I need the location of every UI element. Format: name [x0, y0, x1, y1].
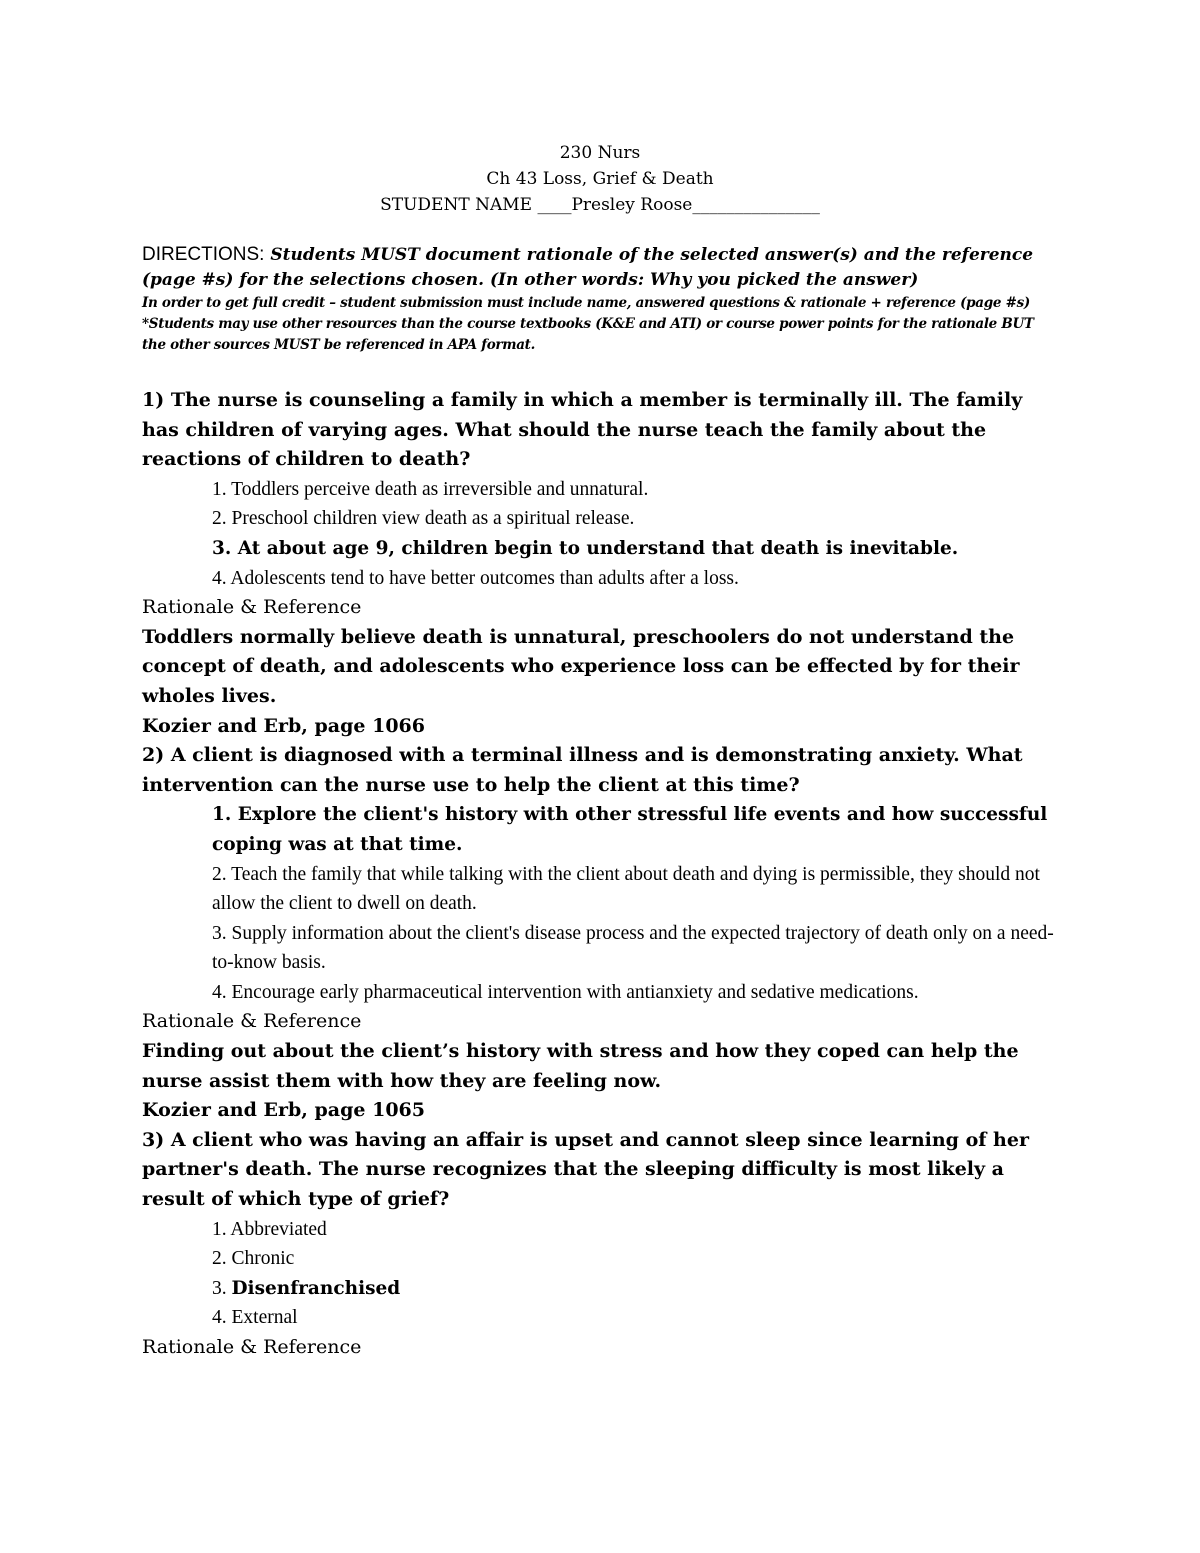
question-2-rationale: Finding out about the client’s history with stress and how they coped can help the nurse assist them with how they are feeling now.: [142, 1040, 1019, 1092]
question-2-option-4: 4. Encourage early pharmaceutical intervention with antianxiety and sedative medications.: [212, 981, 919, 1003]
student-name-line: STUDENT NAME ____Presley Roose_______________: [380, 195, 820, 215]
course-title: 230 Nurs: [559, 143, 641, 163]
question-2-reference: Kozier and Erb, page 1065: [142, 1099, 425, 1122]
directions-credit: In order to get full credit – student submission must include name, answered questions & rationale + reference (page #s): [142, 295, 1030, 311]
directions-text: Students MUST document rationale of the selected answer(s) and the reference (page #s) for the selections chosen. (In other words: Why you picked the answer): [142, 245, 1034, 290]
question-3-option-3-number: 3.: [212, 1277, 232, 1299]
directions-main: [142, 242, 1052, 293]
question-1-reference: Kozier and Erb, page 1066: [142, 714, 425, 737]
question-3-option-3-selected: [142, 1274, 1062, 1304]
question-2-option-1-selected: 1. Explore the client's history with other stressful life events and how successful coping was at that time.: [212, 804, 1048, 855]
directions-resources: *Students may use other resources than the course textbooks (K&E and ATI) or course power points for the rationale BUT the other sources MUST be referenced in APA format.: [142, 316, 1034, 353]
question-2-option-2: 2. Teach the family that while talking with the client about death and dying is permissible, they should not allow the client to dwell on death.: [212, 863, 1040, 915]
question-2-text: 2) A client is diagnosed with a terminal illness and is demonstrating anxiety. What intervention can the nurse use to help the client at this time?: [142, 744, 1023, 796]
question-2-rationale-heading: Rationale & Reference: [142, 1010, 362, 1033]
chapter-title: Ch 43 Loss, Grief & Death: [486, 169, 714, 189]
question-1-option-3-selected: 3. At about age 9, children begin to understand that death is inevitable.: [212, 537, 959, 559]
question-3-option-4: 4. External: [212, 1307, 298, 1329]
question-3-option-2: 2. Chronic: [212, 1248, 295, 1270]
question-1-option-2: 2. Preschool children view death as a spiritual release.: [212, 508, 635, 530]
document-header: [0, 140, 1200, 218]
question-1-option-1: 1. Toddlers perceive death as irreversible and unnatural.: [212, 478, 649, 500]
question-3-option-3-label: Disenfranchised: [231, 1277, 401, 1299]
question-1-rationale-heading: Rationale & Reference: [142, 596, 362, 619]
directions-block: [142, 242, 1052, 356]
question-3-text: 3) A client who was having an affair is upset and cannot sleep since learning of her partner's death. The nurse recognizes that the sleeping difficulty is most likely a result of which type of grief?: [142, 1128, 1029, 1211]
questions-content: [142, 386, 1062, 1363]
directions-label: DIRECTIONS:: [142, 244, 265, 265]
question-1-rationale: Toddlers normally believe death is unnatural, preschoolers do not understand the concept of death, and adolescents who experience loss can be effected by for their wholes lives.: [142, 625, 1020, 707]
question-1-text: 1) The nurse is counseling a family in which a member is terminally ill. The family has children of varying ages. What should the nurse teach the family about the reactions of children to death?: [142, 389, 1023, 471]
question-1-option-4: 4. Adolescents tend to have better outcomes than adults after a loss.: [212, 567, 739, 589]
question-3-option-1: 1. Abbreviated: [212, 1218, 327, 1240]
question-3-rationale-heading: Rationale & Reference: [142, 1336, 362, 1358]
question-2-option-3: 3. Supply information about the client's disease process and the expected trajectory of death only on a need-to-know basis.: [212, 922, 1054, 974]
